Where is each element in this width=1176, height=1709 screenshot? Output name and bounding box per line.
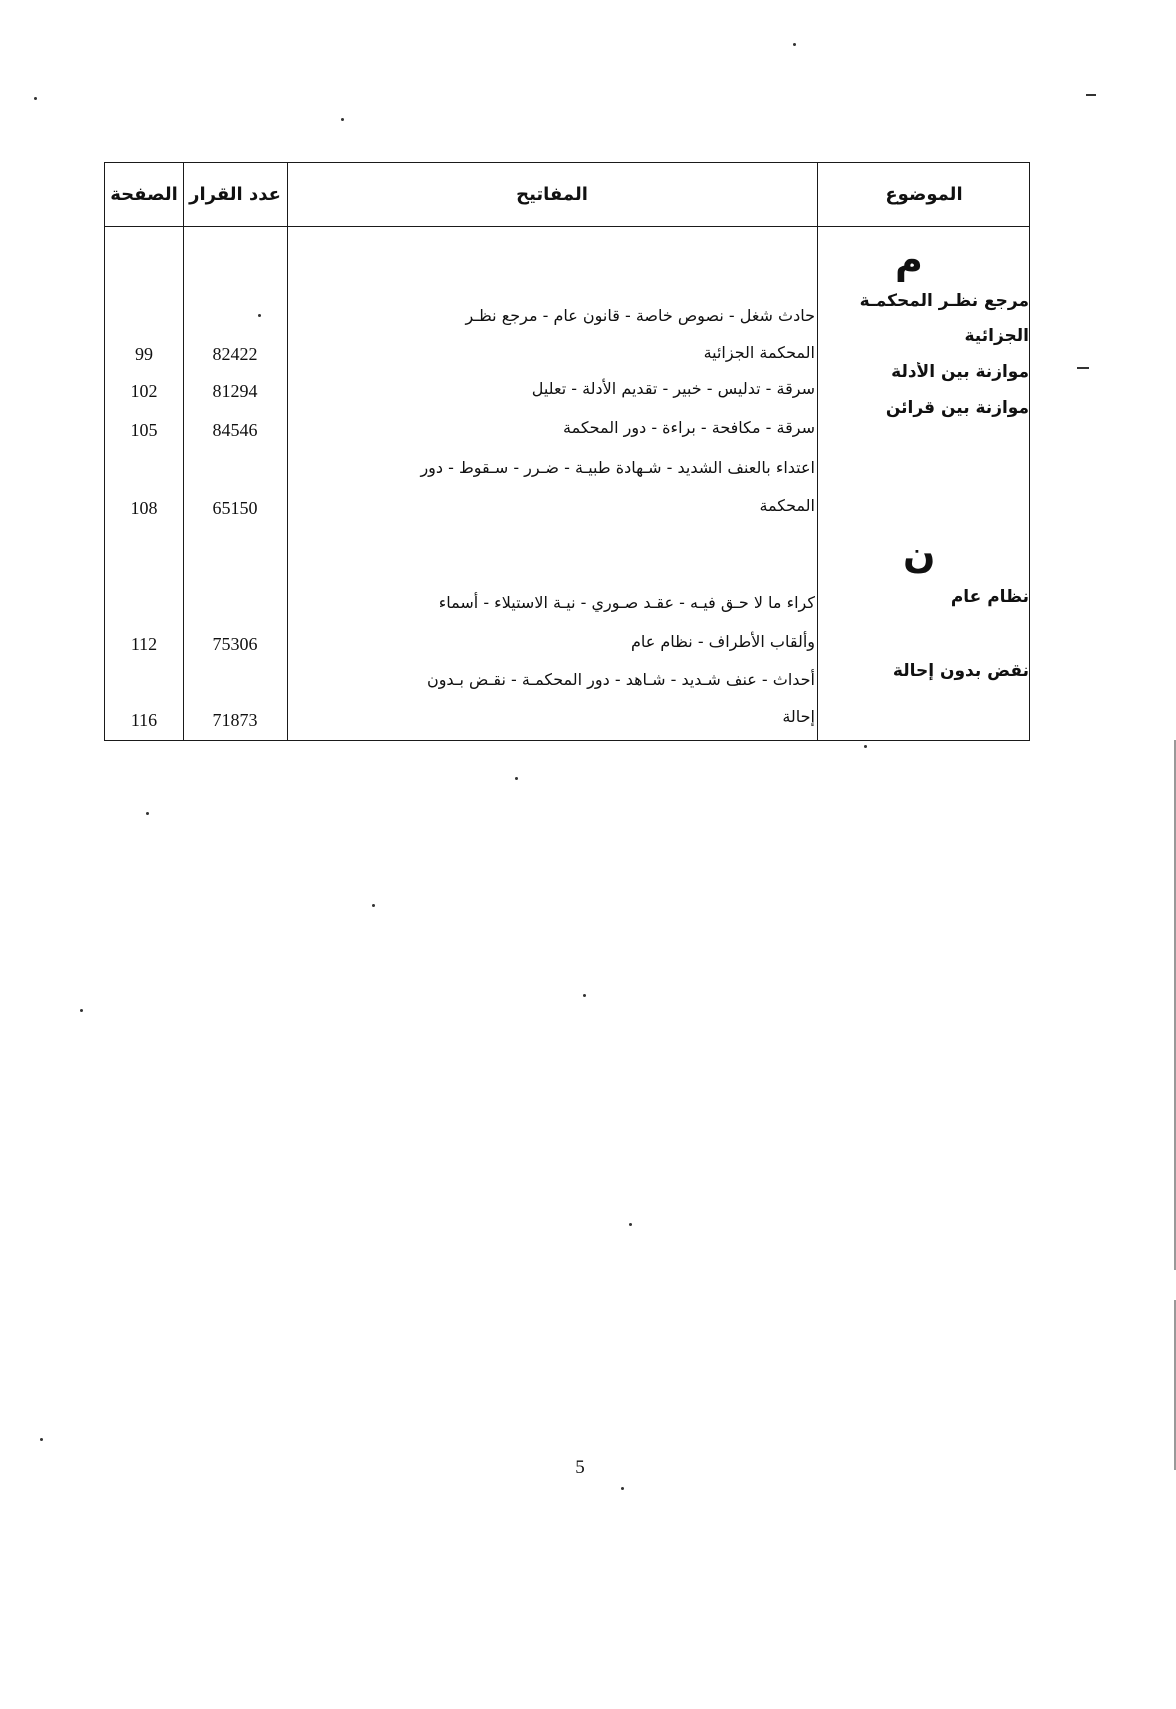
keywords-line: كراء ما لا حـق فيـه - عقـد صـوري - نيـة الاستيلاء - أسماء <box>438 593 815 612</box>
keywords-line: المحكمة <box>759 496 815 515</box>
subject-label: الجزائية <box>964 326 1029 346</box>
scan-speck <box>80 1009 83 1012</box>
subject-label: موازنة بين قرائن <box>885 398 1029 418</box>
scan-mark <box>1086 94 1096 96</box>
scan-speck <box>515 777 518 780</box>
scan-speck <box>258 314 261 317</box>
scan-mark <box>1077 367 1089 369</box>
page-ref: 108 <box>130 498 158 518</box>
scan-speck <box>146 812 149 815</box>
section-letter: م <box>895 238 923 282</box>
keywords-line: سرقة - تدليس - خبير - تقديم الأدلة - تعليل <box>531 379 815 398</box>
page-ref: 105 <box>130 420 158 440</box>
page-number: 5 <box>575 1457 585 1478</box>
scan-speck <box>629 1223 632 1226</box>
header-page: الصفحة <box>110 184 178 205</box>
page-ref: 116 <box>130 710 158 730</box>
keywords-line: إحالة <box>782 707 815 726</box>
decision-number: 82422 <box>212 344 258 364</box>
scan-speck <box>372 904 375 907</box>
keywords-line: حادث شغل - نصوص خاصة - قانون عام - مرجع نظـر <box>465 306 815 325</box>
header-keywords: المفاتيح <box>516 184 588 205</box>
page-ref: 102 <box>130 381 158 401</box>
decision-number: 65150 <box>212 498 258 518</box>
column-divider <box>287 163 288 740</box>
scan-speck <box>793 43 796 46</box>
subject-label: موازنة بين الأدلة <box>891 362 1029 382</box>
subject-label: نظام عام <box>950 587 1029 607</box>
scan-speck <box>621 1487 624 1490</box>
scan-speck <box>34 97 37 100</box>
column-divider <box>183 163 184 740</box>
scan-speck <box>864 745 867 748</box>
scan-speck <box>341 118 344 121</box>
keywords-line: وألقاب الأطراف - نظام عام <box>630 632 815 651</box>
column-divider <box>817 163 818 740</box>
subject-label: مرجع نظـر المحكمـة <box>859 291 1029 311</box>
keywords-line: أحداث - عنف شـديد - شـاهد - دور المحكمـة - نقـض بـدون <box>426 670 815 689</box>
decision-number: 75306 <box>212 634 258 654</box>
keywords-line: المحكمة الجزائية <box>703 343 815 362</box>
decision-number: 84546 <box>212 420 258 440</box>
header-divider <box>105 226 1029 227</box>
keywords-line: سرقة - مكافحة - براءة - دور المحكمة <box>563 418 815 437</box>
decision-number: 71873 <box>212 710 258 730</box>
keywords-line: اعتداء بالعنف الشديد - شـهادة طبيـة - ضـرر - سـقوط - دور <box>420 458 815 477</box>
subject-label: نقض بدون إحالة <box>892 661 1029 681</box>
header-subject: الموضوع <box>885 184 963 205</box>
decision-number: 81294 <box>212 381 258 401</box>
page-ref: 112 <box>130 634 158 654</box>
header-decision-number: عدد القرار <box>189 184 281 205</box>
scan-speck <box>583 994 586 997</box>
page-ref: 99 <box>135 344 153 364</box>
scan-speck <box>40 1438 43 1441</box>
index-table <box>104 162 1030 741</box>
section-letter: ن <box>903 532 936 576</box>
